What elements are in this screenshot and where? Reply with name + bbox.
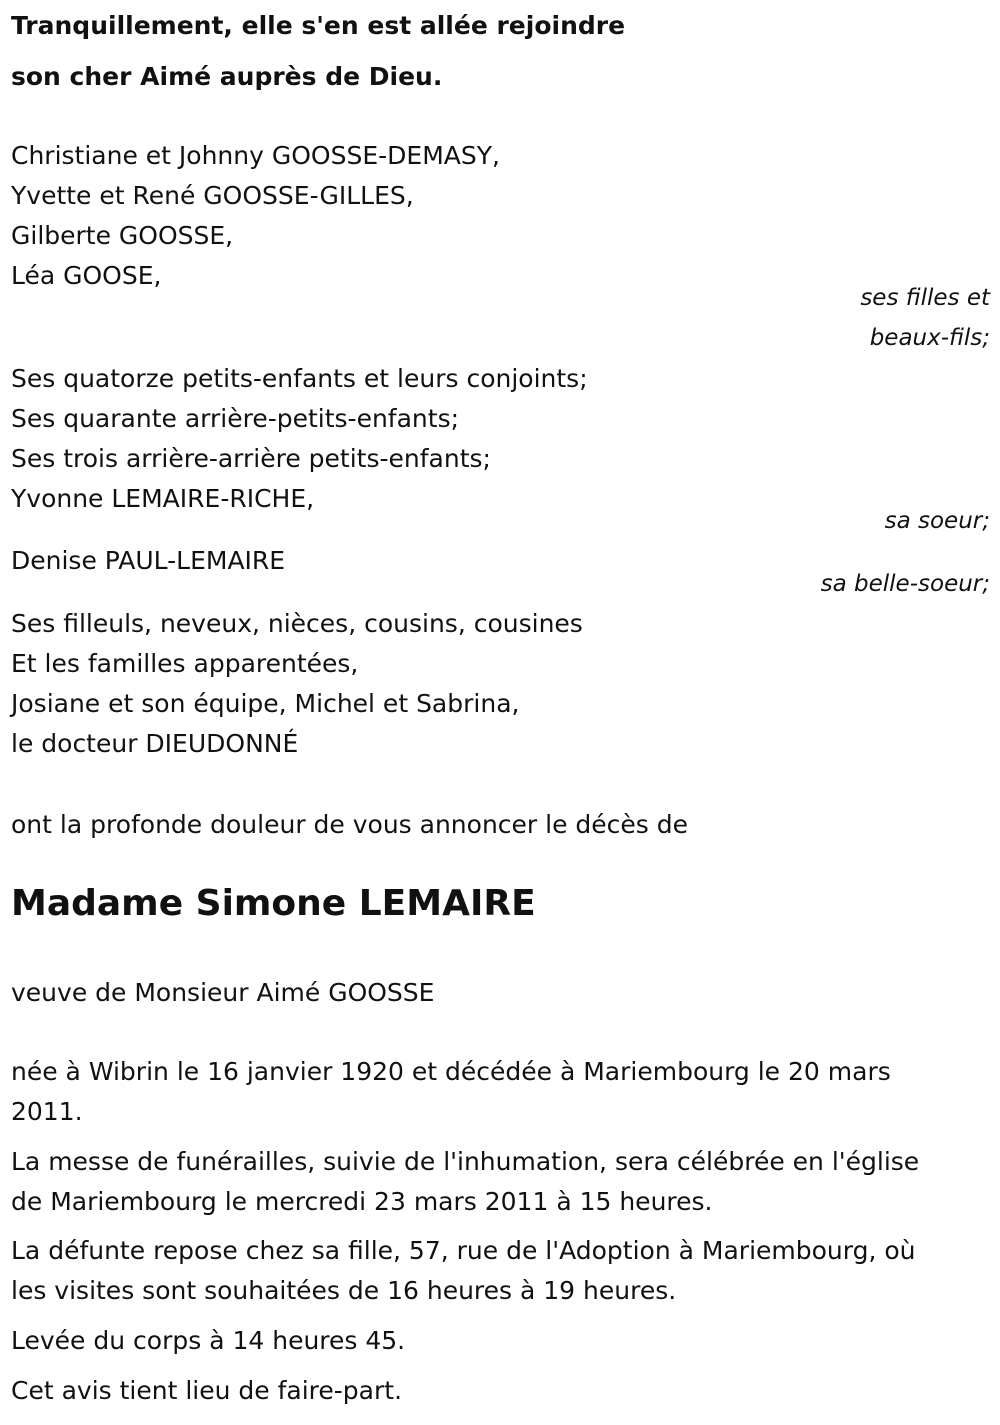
family-member: Léa GOOSE, xyxy=(11,261,162,290)
birth-death-line-2: 2011. xyxy=(11,1097,83,1126)
announcement: ont la profonde douleur de vous annoncer le décès de xyxy=(11,810,689,839)
intro-line-1: Tranquillement, elle s'en est allée rejoindre xyxy=(11,11,626,40)
intro-line-2: son cher Aimé auprès de Dieu. xyxy=(11,62,443,91)
birth-death-line-1: née à Wibrin le 16 janvier 1920 et décédée à Mariembourg le 20 mars xyxy=(11,1057,891,1086)
family-member: Ses trois arrière-arrière petits-enfants; xyxy=(11,444,491,473)
closing-note: Cet avis tient lieu de faire-part. xyxy=(11,1376,403,1405)
relation-label: sa soeur; xyxy=(884,508,990,534)
family-member: Denise PAUL-LEMAIRE xyxy=(11,546,286,575)
relation-label: sa belle-soeur; xyxy=(820,571,990,597)
visitation-line-2: les visites sont souhaitées de 16 heures à 19 heures. xyxy=(11,1276,677,1305)
family-member: Et les familles apparentées, xyxy=(11,649,359,678)
funeral-line-2: de Mariembourg le mercredi 23 mars 2011 à 15 heures. xyxy=(11,1187,713,1216)
family-member: Yvonne LEMAIRE-RICHE, xyxy=(11,484,315,513)
deceased-name: Madame Simone LEMAIRE xyxy=(11,883,536,924)
widow-of: veuve de Monsieur Aimé GOOSSE xyxy=(11,978,435,1007)
visitation-line-1: La défunte repose chez sa fille, 57, rue de l'Adoption à Mariembourg, où xyxy=(11,1236,916,1265)
family-member: Gilberte GOOSSE, xyxy=(11,221,234,250)
family-member: Yvette et René GOOSSE-GILLES, xyxy=(11,181,414,210)
family-member: le docteur DIEUDONNÉ xyxy=(11,729,299,758)
relation-label: beaux-fils; xyxy=(869,325,990,351)
funeral-line-1: La messe de funérailles, suivie de l'inhumation, sera célébrée en l'église xyxy=(11,1147,920,1176)
relation-label: ses filles et xyxy=(860,285,990,311)
family-member: Ses quarante arrière-petits-enfants; xyxy=(11,404,460,433)
family-member: Christiane et Johnny GOOSSE-DEMASY, xyxy=(11,141,500,170)
family-member: Josiane et son équipe, Michel et Sabrina, xyxy=(11,689,520,718)
levee-du-corps: Levée du corps à 14 heures 45. xyxy=(11,1326,406,1355)
family-member: Ses filleuls, neveux, nièces, cousins, cousines xyxy=(11,609,583,638)
family-member: Ses quatorze petits-enfants et leurs conjoints; xyxy=(11,364,588,393)
